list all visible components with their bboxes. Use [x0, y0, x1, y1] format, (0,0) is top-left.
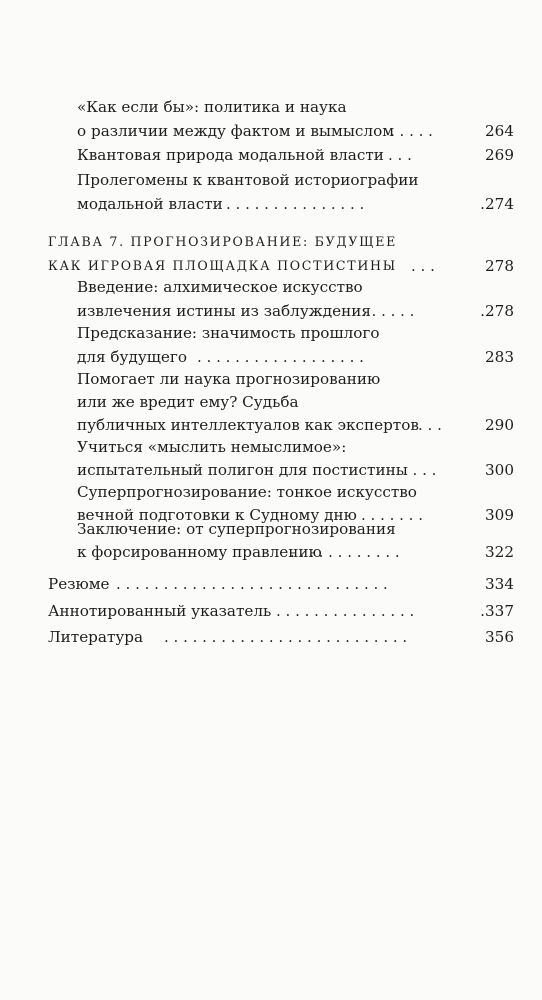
- toc-entry-title-line: Резюме: [48, 575, 110, 593]
- toc-page-number: .337: [480, 602, 514, 620]
- toc-leader-dots: . . .: [388, 146, 412, 164]
- toc-entry-title-line: Суперпрогнозирование: тонкое искусство: [77, 483, 417, 501]
- toc-leader-dots: . . .: [418, 416, 442, 434]
- toc-entry-title-line: публичных интеллектуалов как экспертов: [77, 416, 419, 434]
- toc-page-number: 264: [485, 122, 514, 140]
- toc-page-number: .274: [480, 195, 514, 213]
- toc-page-number: 283: [485, 348, 514, 366]
- toc-entry-title-line: модальной власти: [77, 195, 223, 213]
- toc-entry-title-line: извлечения истины из заблуждения: [77, 302, 371, 320]
- toc-entry-title-line: Помогает ли наука прогнозированию: [77, 370, 381, 388]
- toc-entry-title-line: или же вредит ему? Судьба: [77, 393, 299, 411]
- toc-chapter-title-line: КАК ИГРОВАЯ ПЛОЩАДКА ПОСТИСТИНЫ: [48, 258, 397, 273]
- toc-entry-title-line: Введение: алхимическое искусство: [77, 278, 363, 296]
- toc-page-number: 309: [485, 506, 514, 524]
- toc-leader-dots: . . . . . .: [362, 302, 415, 320]
- toc-page-number: 290: [485, 416, 514, 434]
- toc-entry-title-line: о различии между фактом и вымыслом: [77, 122, 395, 140]
- toc-page-number: 334: [485, 575, 514, 593]
- toc-leader-dots: . . . . .: [390, 122, 433, 140]
- toc-page-number: 356: [485, 628, 514, 646]
- toc-leader-dots: . . . . . . . . . . . . . . . . . . . . . . . . . .: [164, 628, 408, 646]
- toc-entry-title-line: Аннотированный указатель: [48, 602, 272, 620]
- toc-page-number: .278: [480, 302, 514, 320]
- toc-leader-dots: . . .: [411, 257, 435, 275]
- toc-page-number: 278: [485, 257, 514, 275]
- toc-entry-title-line: к форсированному правлению: [77, 543, 322, 561]
- toc-leader-dots: . . . . . . . . . . . .: [290, 543, 400, 561]
- toc-page-number: 322: [485, 543, 514, 561]
- toc-page-number: 269: [485, 146, 514, 164]
- toc-leader-dots: . . . . . . .: [361, 506, 423, 524]
- toc-leader-dots: . . . .: [403, 461, 437, 479]
- toc-entry-title-line: для будущего: [77, 348, 187, 366]
- toc-chapter-title-line: ГЛАВА 7. ПРОГНОЗИРОВАНИЕ: БУДУЩЕЕ: [48, 234, 398, 249]
- toc-entry-title-line: Квантовая природа модальной власти: [77, 146, 384, 164]
- toc-entry-title-line: «Как если бы»: политика и наука: [77, 98, 347, 116]
- toc-leader-dots: . . . . . . . . . . . . . . . . . . . . . . . . . . . . .: [116, 575, 388, 593]
- toc-entry-title-line: Пролегомены к квантовой историографии: [77, 171, 419, 189]
- toc-leader-dots: . . . . . . . . . . . . . . .: [226, 195, 365, 213]
- toc-entry-title-line: Литература: [48, 628, 144, 646]
- toc-entry-title-line: вечной подготовки к Судному дню: [77, 506, 357, 524]
- toc-leader-dots: . . . . . . . . . . . . . . . . . .: [197, 348, 364, 366]
- toc-entry-title-line: испытательный полигон для постистины: [77, 461, 408, 479]
- toc-page-number: 300: [485, 461, 514, 479]
- toc-entry-title-line: Заключение: от суперпрогнозирования: [77, 520, 396, 538]
- toc-entry-title-line: Учиться «мыслить немыслимое»:: [77, 438, 347, 456]
- toc-leader-dots: . . . . . . . . . . . . . . .: [276, 602, 415, 620]
- toc-entry-title-line: Предсказание: значимость прошлого: [77, 324, 380, 342]
